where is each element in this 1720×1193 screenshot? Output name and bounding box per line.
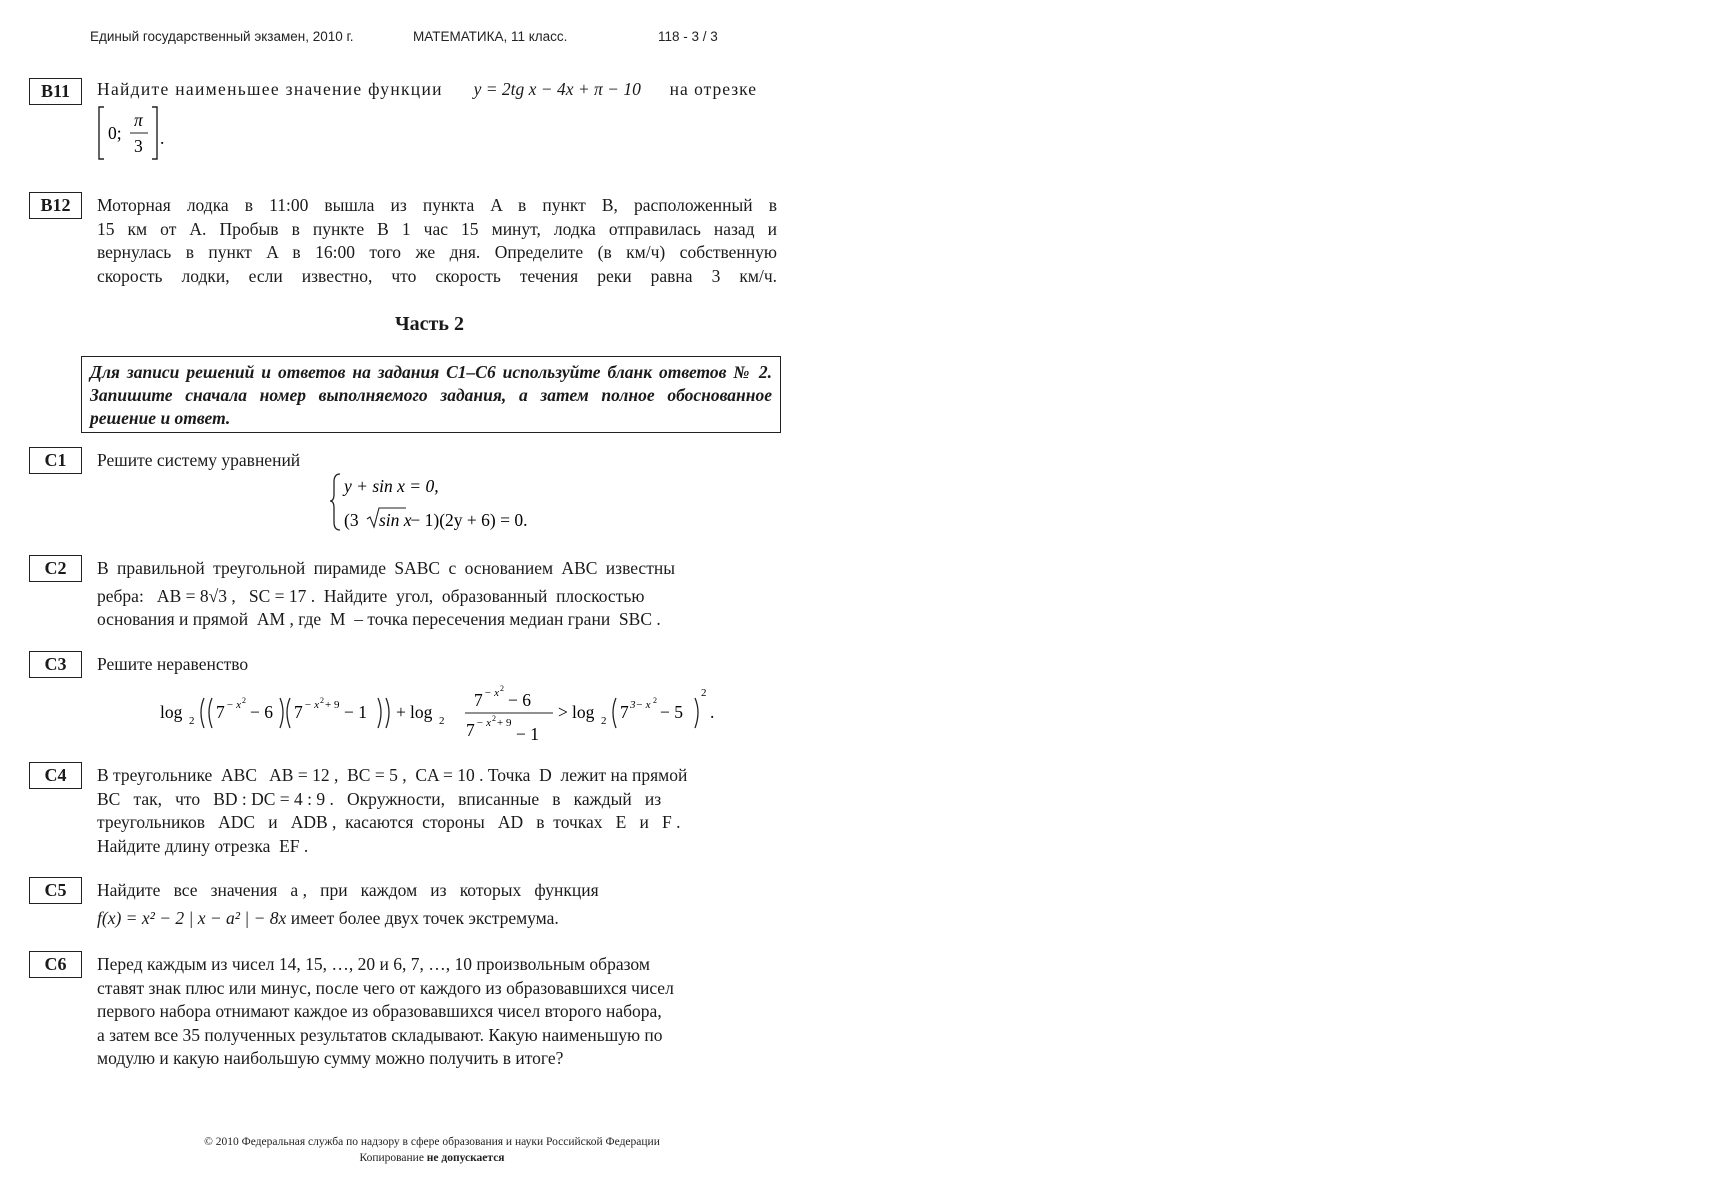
c3-gt: > [558, 702, 568, 722]
task-label-c4: C4 [29, 762, 82, 789]
c2-line-3: основания и прямой AM , где M – точка пересечения медиан грани SBC . [97, 609, 661, 629]
c3-log-1: log [160, 702, 183, 722]
c6-line-2: ставят знак плюс или минус, после чего от каждого из образовавшихся чисел [97, 977, 674, 998]
c1-eq2-rad: sin x [379, 510, 412, 530]
c3-minus5: − 5 [660, 702, 683, 722]
task-label-c6: C6 [29, 951, 82, 978]
b12-line-3: вернулась в пункт A в 16:00 того же дня. Определите (в км/ч) собственную [97, 242, 777, 262]
b11-interval-den: 3 [134, 136, 143, 156]
b11-formula: y = 2tg x − 4x + π − 10 [473, 79, 641, 99]
c1-eq1: y + sin x = 0, [344, 476, 439, 496]
task-label-b11: B11 [29, 78, 82, 105]
c6-line-5: модулю и какую наибольшую сумму можно получить в итоге? [97, 1048, 564, 1068]
b11-text: Найдите наименьшее значение функции [97, 79, 443, 99]
c3-seven-1: 7 [216, 702, 225, 722]
footer-copy-bold: не допускается [426, 1152, 505, 1164]
c1-eq2-pre: (3 [344, 510, 359, 530]
c3-den-minus1: − 1 [516, 724, 539, 744]
c3-den-exp-b: + 9 [497, 717, 512, 729]
c2-line-2: ребра: AB = 8√3 , SC = 17 . Найдите угол, образованный плоскостью [97, 585, 645, 606]
c3-sq-2: 2 [320, 696, 324, 705]
b12-line-1: Моторная лодка в 11:00 вышла из пункта A в пункт B, расположенный в [97, 195, 777, 215]
svg-text:.: . [160, 128, 165, 148]
header-exam: Единый государственный экзамен, 2010 г. [90, 29, 354, 44]
c3-minus6: − 6 [250, 702, 273, 722]
footer [168, 1134, 696, 1166]
task-c5-text [97, 879, 777, 930]
task-c4-text [97, 764, 777, 858]
c1-eq2-post: − 1)(2y + 6) = 0. [406, 510, 528, 530]
footer-copy-prefix: Копирование [359, 1152, 427, 1164]
svg-text:(3 [344, 510, 359, 530]
task-c2-text [97, 557, 777, 632]
b12-line-2: 15 км от A. Пробыв в пункте B 1 час 15 минут, лодка отправилась назад и [97, 218, 777, 239]
c4-line-1: В треугольнике ABC AB = 12 , BC = 5 , CA = 10 . Точка D лежит на прямой [97, 765, 688, 785]
c5-line-2-suffix: имеет более двух точек экстремума. [286, 907, 559, 928]
task-label-b12: B12 [29, 192, 82, 219]
header-subject: МАТЕМАТИКА, 11 класс. [413, 29, 568, 44]
b11-suffix: на отрезке [669, 79, 757, 99]
part2-title: Часть 2 [395, 313, 464, 335]
task-label-c5: C5 [29, 877, 82, 904]
b11-interval-left: 0; [108, 123, 122, 143]
b12-line-4: скорость лодки, если известно, что скорость течения реки равна 3 км/ч. [97, 265, 777, 286]
c3-dot: . [710, 702, 715, 722]
c6-line-4: а затем все 35 полученных результатов складывают. Какую наименьшую по [97, 1024, 663, 1045]
c3-exp-3: 3− x [630, 699, 651, 711]
part2-instructions: Для записи решений и ответов на задания С1–С6 используйте бланк ответов № 2. Запишите сначала номер выполняемого задания, а затем полное обоснованное решение и ответ. [81, 356, 781, 433]
c4-line-3: треугольников ADC и ADB , касаются стороны AD в точках E и F . [97, 812, 681, 832]
c3-num-seven: 7 [474, 690, 483, 710]
c1-text: Решите систему уравнений [97, 450, 301, 470]
task-b11-text [97, 78, 777, 102]
task-label-c2: C2 [29, 555, 82, 582]
c3-exp-1: − x [226, 699, 242, 711]
c3-sq-1: 2 [242, 696, 246, 705]
c5-line-1: Найдите все значения a , при каждом из которых функция [97, 880, 599, 900]
c4-line-4: Найдите длину отрезка EF . [97, 835, 309, 856]
c3-base-2: 2 [439, 715, 445, 727]
c3-seven-2: 7 [294, 702, 303, 722]
c3-inequality [160, 676, 740, 748]
c5-formula: f(x) = x² − 2 | x − a² | − 8x [97, 907, 287, 928]
c2-line-1: В правильной треугольной пирамиде SABC с основанием ABC известны [97, 558, 675, 578]
c3-plus: + [396, 702, 406, 722]
c6-line-3: первого набора отнимают каждое из образовавшихся чисел второго набора, [97, 1001, 662, 1021]
c4-line-2: BC так, что BD : DC = 4 : 9 . Окружности, вписанные в каждый из [97, 788, 662, 809]
c3-log-3: log [572, 702, 595, 722]
c3-log-2: log [410, 702, 433, 722]
task-c6-text [97, 953, 777, 1071]
c3-den-exp: − x [476, 717, 492, 729]
c1-system [330, 470, 570, 534]
c3-num-sq: 2 [500, 684, 504, 693]
task-label-c1: C1 [29, 447, 82, 474]
b11-interval [96, 104, 176, 162]
c3-exp-2b: + 9 [325, 699, 340, 711]
c3-den-sq: 2 [492, 714, 496, 723]
c3-seven-3: 7 [620, 702, 629, 722]
c3-base-1: 2 [189, 715, 195, 727]
c3-sq-outer: 2 [701, 687, 707, 699]
task-label-c3: C3 [29, 651, 82, 678]
c3-minus1: − 1 [344, 702, 367, 722]
b11-interval-num: π [134, 110, 143, 130]
header-page: 118 - 3 / 3 [658, 29, 718, 44]
c3-sq-3: 2 [653, 696, 657, 705]
c3-den-seven: 7 [466, 720, 475, 740]
footer-copyright: © 2010 Федеральная служба по надзору в сфере образования и науки Российской Федерации [204, 1136, 660, 1148]
c3-base-3: 2 [601, 715, 607, 727]
task-b12-text [97, 194, 777, 288]
c3-num-minus6: − 6 [508, 690, 531, 710]
c3-exp-2: − x [304, 699, 320, 711]
c3-text: Решите неравенство [97, 654, 249, 674]
c3-num-exp: − x [484, 687, 500, 699]
c6-line-1: Перед каждым из чисел 14, 15, …, 20 и 6, 7, …, 10 произвольным образом [97, 954, 650, 974]
